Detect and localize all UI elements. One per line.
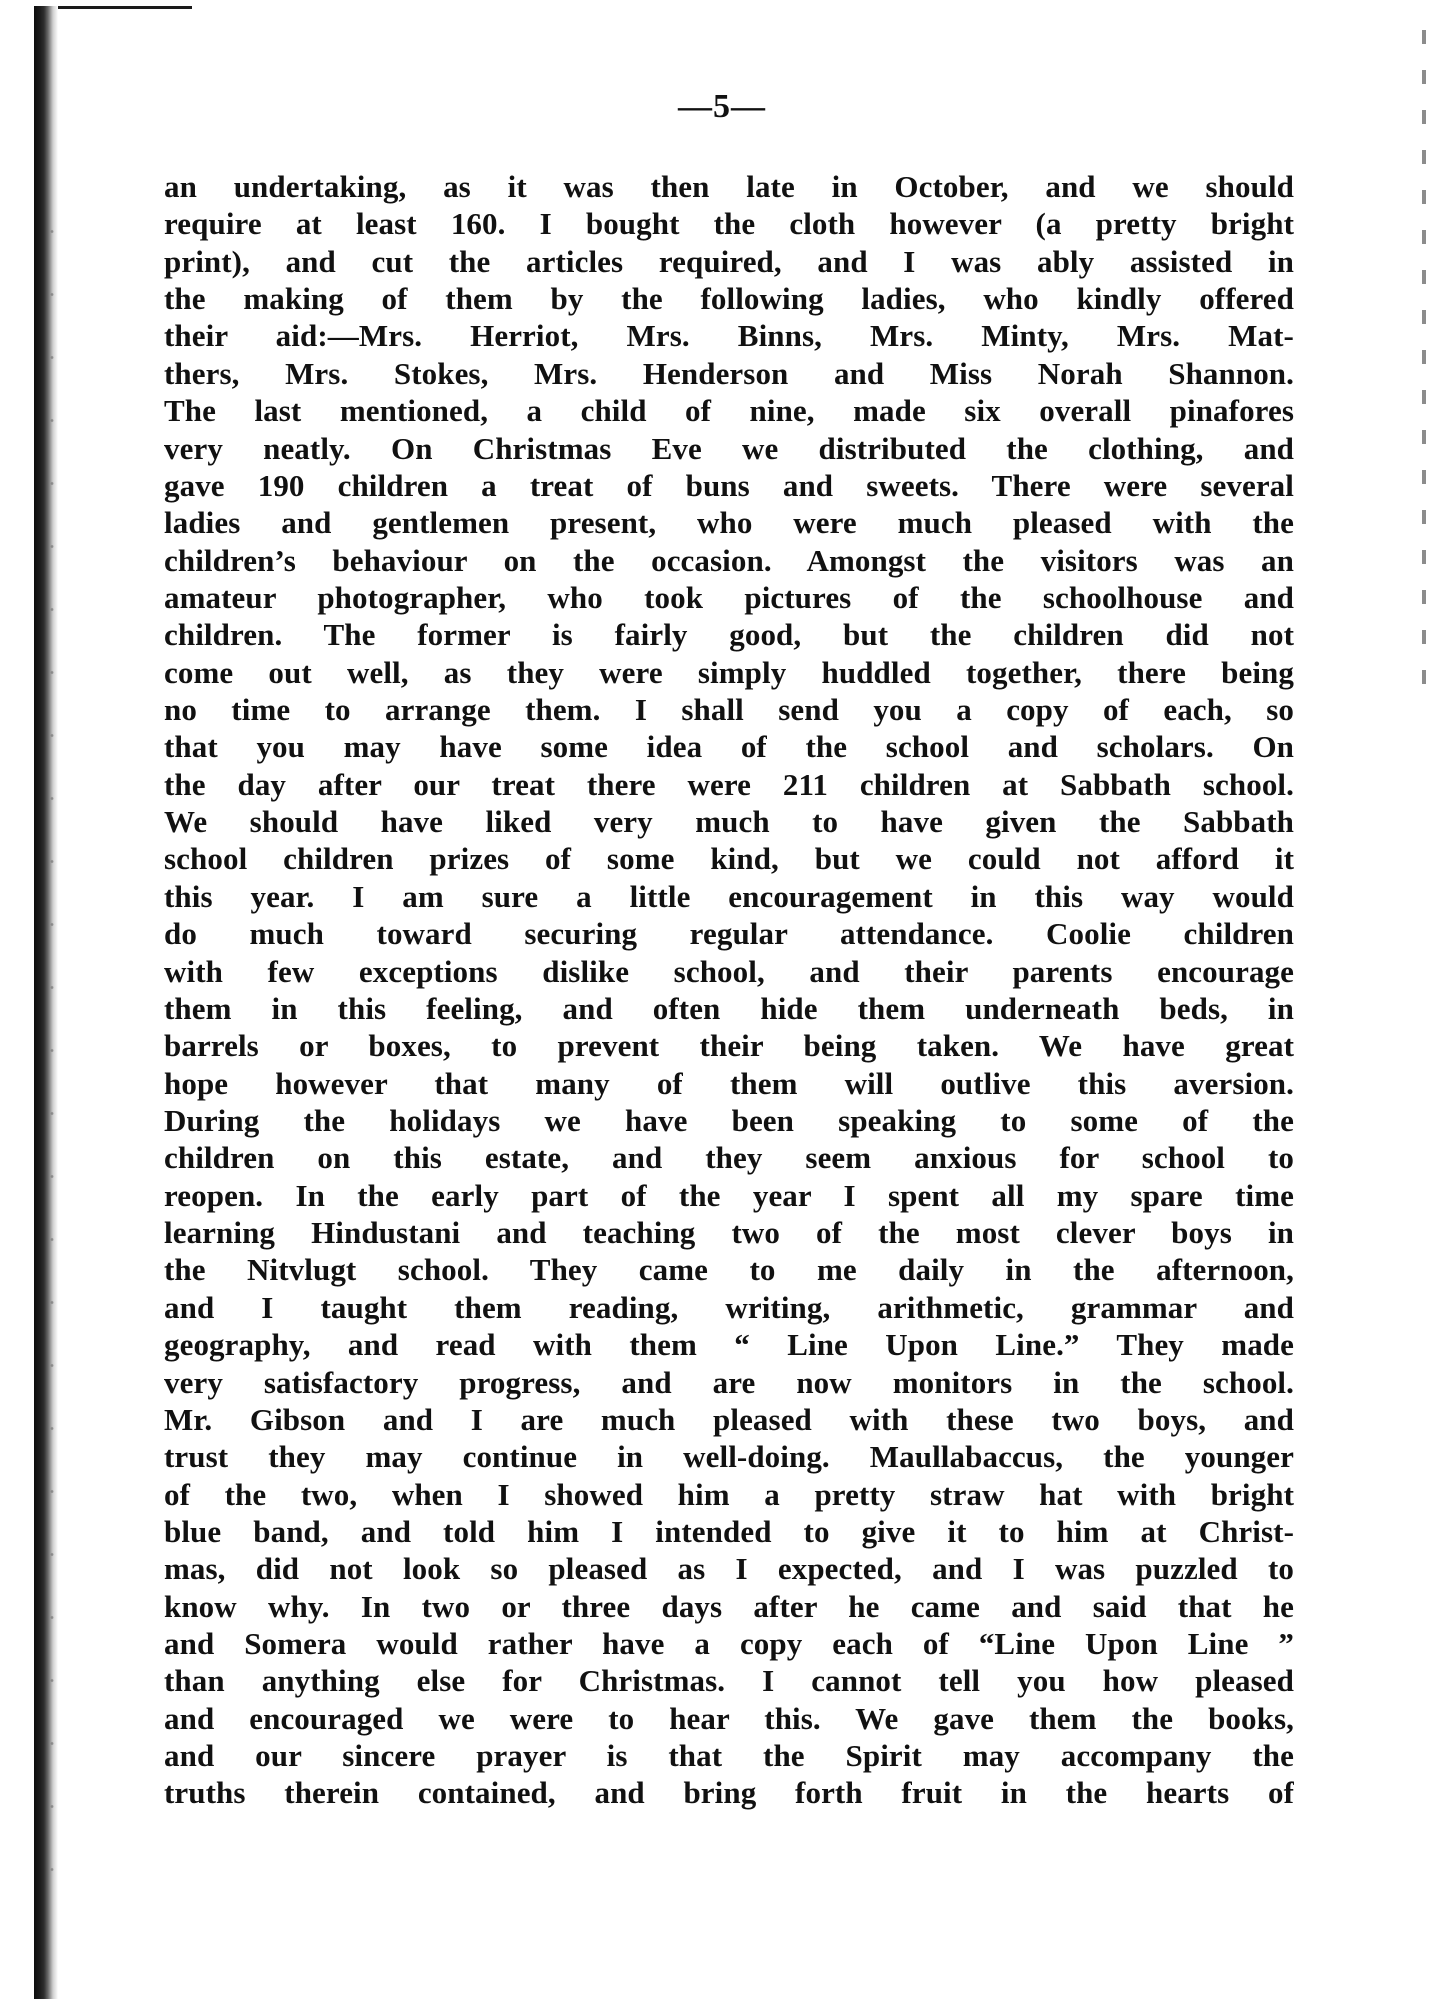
text-line: their aid:—Mrs. Herriot, Mrs. Binns, Mrs. Minty, Mrs. Mat- [164,318,1294,354]
text-line: thers, Mrs. Stokes, Mrs. Henderson and Miss Norah Shannon. [164,355,1294,391]
text-line: the making of them by the following ladies, who kindly offered [164,281,1294,317]
body-text [164,168,1294,1812]
text-line: truths therein contained, and bring forth fruit in the hearts of [164,1775,1294,1811]
page-number: —5— [678,88,766,125]
text-line: children on this estate, and they seem anxious for school to [164,1140,1294,1176]
text-line: amateur photographer, who took pictures of the schoolhouse and [164,579,1294,615]
text-line: hope however that many of them will outlive this aversion. [164,1065,1294,1101]
text-line: geography, and read with them “ Line Upon Line.” They made [164,1327,1294,1363]
text-line: school children prizes of some kind, but we could not afford it [164,841,1294,877]
text-line: During the holidays we have been speaking to some of the [164,1102,1294,1138]
text-line: blue band, and told him I intended to give it to him at Christ- [164,1513,1294,1549]
text-line: and I taught them reading, writing, arithmetic, grammar and [164,1289,1294,1325]
text-line: do much toward securing regular attendance. Coolie children [164,916,1294,952]
text-line: this year. I am sure a little encouragement in this way would [164,878,1294,914]
text-line: them in this feeling, and often hide them underneath beds, in [164,990,1294,1026]
text-line: of the two, when I showed him a pretty straw hat with bright [164,1476,1294,1512]
text-line: the day after our treat there were 211 children at Sabbath school. [164,766,1294,802]
text-line: children’s behaviour on the occasion. Amongst the visitors was an [164,542,1294,578]
text-line: We should have liked very much to have given the Sabbath [164,804,1294,840]
text-line: than anything else for Christmas. I cannot tell you how pleased [164,1663,1294,1699]
text-line: very neatly. On Christmas Eve we distributed the clothing, and [164,430,1294,466]
text-line: learning Hindustani and teaching two of the most clever boys in [164,1215,1294,1251]
text-line: with few exceptions dislike school, and their parents encourage [164,953,1294,989]
text-line: come out well, as they were simply huddled together, there being [164,654,1294,690]
text-line: gave 190 children a treat of buns and sweets. There were several [164,467,1294,503]
text-line: The last mentioned, a child of nine, made six overall pinafores [164,393,1294,429]
text-line: very satisfactory progress, and are now monitors in the school. [164,1364,1294,1400]
scan-edge-specks [48,200,56,1900]
text-line: and encouraged we were to hear this. We gave them the books, [164,1700,1294,1736]
text-line: mas, did not look so pleased as I expected, and I was puzzled to [164,1551,1294,1587]
text-line: ladies and gentlemen present, who were much pleased with the [164,505,1294,541]
text-line: and Somera would rather have a copy each of “Line Upon Line ” [164,1626,1294,1662]
text-line: print), and cut the articles required, and I was ably assisted in [164,243,1294,279]
text-line: require at least 160. I bought the cloth however (a pretty bright [164,206,1294,242]
text-line: the Nitvlugt school. They came to me daily in the afternoon, [164,1252,1294,1288]
text-line: no time to arrange them. I shall send you a copy of each, so [164,692,1294,728]
text-line: that you may have some idea of the school and scholars. On [164,729,1294,765]
text-line: reopen. In the early part of the year I spent all my spare time [164,1177,1294,1213]
text-line: an undertaking, as it was then late in October, and we should [164,169,1294,204]
scan-right-edge-marks [1422,30,1426,690]
text-line: barrels or boxes, to prevent their being taken. We have great [164,1028,1294,1064]
text-line: know why. In two or three days after he came and said that he [164,1588,1294,1624]
text-line: Mr. Gibson and I are much pleased with these two boys, and [164,1401,1294,1437]
text-line: trust they may continue in well-doing. Maullabaccus, the younger [164,1439,1294,1475]
text-line: children. The former is fairly good, but the children did not [164,617,1294,653]
text-line: and our sincere prayer is that the Spirit may accompany the [164,1738,1294,1774]
